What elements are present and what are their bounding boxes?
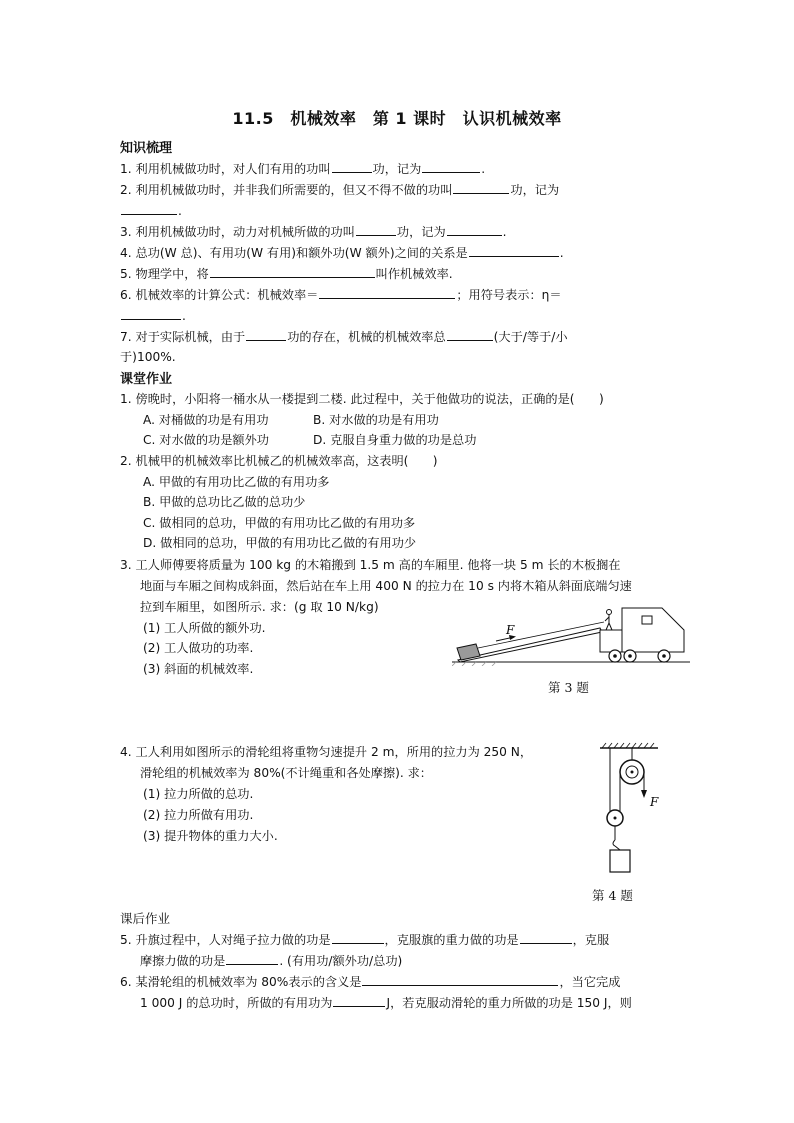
classwork-q4-sub2: (2) 拉力所做有用功. — [143, 808, 254, 822]
classwork-q2-option-d[interactable]: D. 做相同的总功，甲做的有用功比乙做的有用功少 — [143, 536, 417, 550]
page-title: 11.5 机械效率 第 1 课时 认识机械效率 — [232, 109, 562, 128]
classwork-q1-option-b[interactable]: B. 对水做的功是有用功 — [313, 413, 439, 427]
classwork-q3-sub1: (1) 工人所做的额外功. — [143, 621, 266, 635]
figure-3-caption: 第 3 题 — [548, 680, 589, 695]
classwork-q3-sub3: (3) 斜面的机械效率. — [143, 662, 254, 676]
classwork-q1-option-d[interactable]: D. 克服自身重力做的功是总功 — [313, 433, 477, 447]
knowledge-q6-cont — [120, 306, 186, 326]
answer-blank[interactable] — [469, 243, 559, 257]
classwork-q3-line2: 地面与车厢之间构成斜面，然后站在车上用 400 N 的拉力在 10 s 内将木箱从斜面底端匀速 — [140, 579, 632, 593]
classwork-q4-sub1: (1) 拉力所做的总功. — [143, 787, 254, 801]
q7-text-c: (大于/等于/小 — [493, 330, 568, 344]
force-label: F — [506, 623, 515, 637]
q5-text-a: 5. 物理学中，将 — [120, 267, 209, 281]
classwork-q2-stem: 2. 机械甲的机械效率比机械乙的机械效率高，这表明( ) — [120, 454, 438, 468]
answer-blank[interactable] — [121, 201, 177, 215]
worker-head — [607, 610, 612, 615]
q5-text-b: 叫作机械效率. — [375, 267, 453, 281]
q1-text-a: 1. 利用机械做功时，对人们有用的功叫 — [120, 162, 331, 176]
classwork-q3-line1: 3. 工人师傅要将质量为 100 kg 的木箱搬到 1.5 m 高的车厢里. 他将一块 5 m 长的木板搁在 — [120, 558, 621, 572]
answer-blank[interactable] — [319, 285, 455, 299]
homework-q5-cont — [140, 951, 402, 971]
q1-text-c: . — [481, 162, 486, 176]
answer-blank[interactable] — [210, 264, 375, 278]
hanging-weight — [610, 850, 630, 872]
q6-text-b: ；用符号表示：η＝ — [456, 288, 562, 302]
truck-cab — [622, 608, 684, 652]
q3-text-c: . — [502, 225, 507, 239]
hw5-text-b: ，克服旗的重力做的功是 — [384, 933, 519, 947]
classwork-q3-line3: 拉到车厢里，如图所示. 求：(g 取 10 N/kg) — [140, 600, 379, 614]
classwork-q3-sub2: (2) 工人做功的功率. — [143, 641, 254, 655]
hw5-text-d: 摩擦力做的功是 — [140, 954, 226, 968]
q3-text-a: 3. 利用机械做功时，动力对机械所做的功叫 — [120, 225, 355, 239]
knowledge-q2-cont — [120, 201, 182, 221]
hw6-text-a: 6. 某滑轮组的机械效率为 80%表示的含义是 — [120, 975, 362, 989]
answer-blank[interactable] — [422, 159, 480, 173]
force-arrowhead — [641, 790, 647, 798]
homework-q6 — [120, 972, 620, 992]
knowledge-q5 — [120, 264, 453, 284]
answer-blank[interactable] — [447, 222, 502, 236]
hw5-text-e: . (有用功/额外功/总功) — [279, 954, 403, 968]
knowledge-q6 — [120, 285, 562, 305]
homework-q5 — [120, 930, 609, 950]
answer-blank[interactable] — [356, 222, 396, 236]
knowledge-q2 — [120, 180, 559, 200]
answer-blank[interactable] — [362, 972, 558, 986]
classwork-q1-option-c[interactable]: C. 对水做的功是额外功 — [143, 433, 269, 447]
hw5-text-c: ，克服 — [572, 933, 610, 947]
q2-text-b: 功，记为 — [510, 183, 560, 197]
section-classwork: 课堂作业 — [120, 372, 173, 387]
homework-q6-cont — [140, 993, 632, 1013]
hw5-text-a: 5. 升旗过程中，人对绳子拉力做的功是 — [120, 933, 331, 947]
section-knowledge: 知识梳理 — [120, 141, 173, 156]
pulley-figure — [598, 740, 678, 880]
figure-4-caption: 第 4 题 — [592, 888, 633, 903]
q4-text-a: 4. 总功(W 总)、有用功(W 有用)和额外功(W 额外)之间的关系是 — [120, 246, 468, 260]
classwork-q2-option-b[interactable]: B. 甲做的总功比乙做的总功少 — [143, 495, 306, 509]
classwork-q1-option-a[interactable]: A. 对桶做的功是有用功 — [143, 413, 269, 427]
answer-blank[interactable] — [332, 159, 372, 173]
hw6-text-b: ，当它完成 — [559, 975, 621, 989]
classwork-q2-option-a[interactable]: A. 甲做的有用功比乙做的有用功多 — [143, 475, 330, 489]
force-label: F — [650, 795, 659, 809]
q4-text-b: . — [559, 246, 564, 260]
classwork-q2-option-c[interactable]: C. 做相同的总功，甲做的有用功比乙做的有用功多 — [143, 516, 416, 530]
q7-text-a: 7. 对于实际机械，由于 — [120, 330, 246, 344]
knowledge-q3 — [120, 222, 507, 242]
truck-window — [642, 616, 652, 624]
answer-blank[interactable] — [333, 993, 385, 1007]
knowledge-q7 — [120, 327, 568, 347]
section-homework: 课后作业 — [120, 911, 171, 926]
answer-blank[interactable] — [453, 180, 509, 194]
q1-text-b: 功，记为 — [372, 162, 422, 176]
answer-blank[interactable] — [520, 930, 572, 944]
classwork-q4-line2: 滑轮组的机械效率为 80%(不计绳重和各处摩擦). 求： — [140, 766, 432, 780]
hw6-text-d: J，若克服动滑轮的重力所做的功是 150 J，则 — [386, 996, 632, 1010]
q2-text-a: 2. 利用机械做功时，并非我们所需要的，但又不得不做的功叫 — [120, 183, 453, 197]
knowledge-q7-cont: 于)100%. — [120, 350, 176, 364]
q6-text-a: 6. 机械效率的计算公式：机械效率＝ — [120, 288, 319, 302]
hw6-text-c: 1 000 J 的总功时，所做的有用功为 — [140, 996, 333, 1010]
answer-blank[interactable] — [121, 306, 181, 320]
classwork-q4-sub3: (3) 提升物体的重力大小. — [143, 829, 278, 843]
answer-blank[interactable] — [332, 930, 384, 944]
q7-text-b: 功的存在，机械的机械效率总 — [287, 330, 446, 344]
answer-blank[interactable] — [246, 327, 286, 341]
knowledge-q4 — [120, 243, 564, 263]
incline-board — [458, 628, 602, 662]
ground-hatch — [452, 662, 496, 666]
q6-text-c: . — [182, 309, 186, 323]
q2-text-c: . — [178, 204, 182, 218]
answer-blank[interactable] — [226, 951, 278, 965]
answer-blank[interactable] — [447, 327, 493, 341]
classwork-q1-stem: 1. 傍晚时，小阳将一桶水从一楼提到二楼. 此过程中，关于他做功的说法，正确的是( ) — [120, 392, 604, 406]
incline-truck-figure — [452, 604, 692, 666]
q3-text-b: 功，记为 — [396, 225, 446, 239]
knowledge-q1 — [120, 159, 485, 179]
classwork-q4-line1: 4. 工人利用如图所示的滑轮组将重物匀速提升 2 m，所用的拉力为 250 N， — [120, 745, 533, 759]
